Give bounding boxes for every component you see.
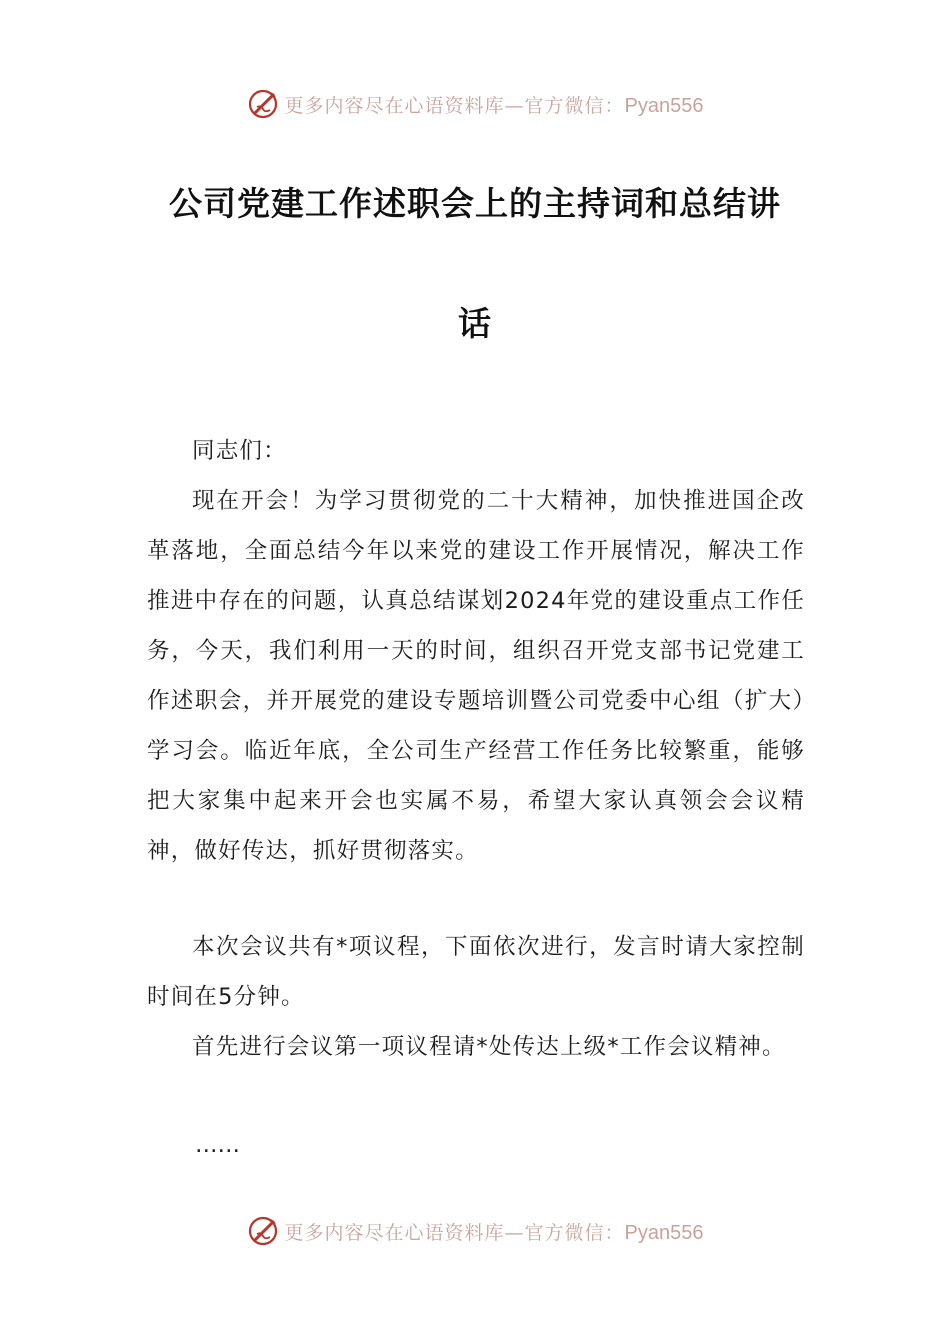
paragraph-agenda: [147, 922, 805, 1022]
paragraph-opening: [147, 476, 805, 876]
paragraph-text: 本次会议共有*项议程，下面依次进行，发言时请大家控制时间在5分钟。: [147, 934, 805, 1010]
document-title-line-1: 公司党建工作述职会上的主持词和总结讲: [169, 184, 781, 223]
paragraph-text: 现在开会！为学习贯彻党的二十大精神，加快推进国企改革落地，全面总结今年以来党的建设工作开展情况，解决工作推进中存在的问题，认真总结谋划2024年党的建设重点工作任务，今天，我们利用一天的时间，组织召开党支部书记党建工作述职会，并开展党的建设专题培训暨公司党委中心组（扩大）学习会。临近年底，全公司生产经营工作任务比较繁重，能够把大家集中起来开会也实属不易，希望大家认真领会会议精神，做好传达，抓好贯彻落实。: [147, 488, 805, 864]
watermark-banner-bottom: [0, 1211, 950, 1251]
pen-logo-icon: [247, 87, 281, 121]
paragraph-text: 首先进行会议第一项议程请*处传达上级*工作会议精神。: [192, 1034, 786, 1060]
watermark-banner-top: [0, 84, 950, 124]
document-title-line-2: 话: [458, 304, 492, 343]
paragraph-first-item: [147, 1022, 805, 1072]
greeting-paragraph: [147, 426, 805, 476]
banner-text: 更多内容尽在心语资料库—官方微信：Pyan556: [284, 94, 704, 117]
pen-logo-icon: [247, 1214, 281, 1248]
banner-text: 更多内容尽在心语资料库—官方微信：Pyan556: [284, 1221, 704, 1244]
greeting-text: 同志们：: [192, 438, 287, 464]
ellipsis-text: ……: [195, 1132, 240, 1158]
